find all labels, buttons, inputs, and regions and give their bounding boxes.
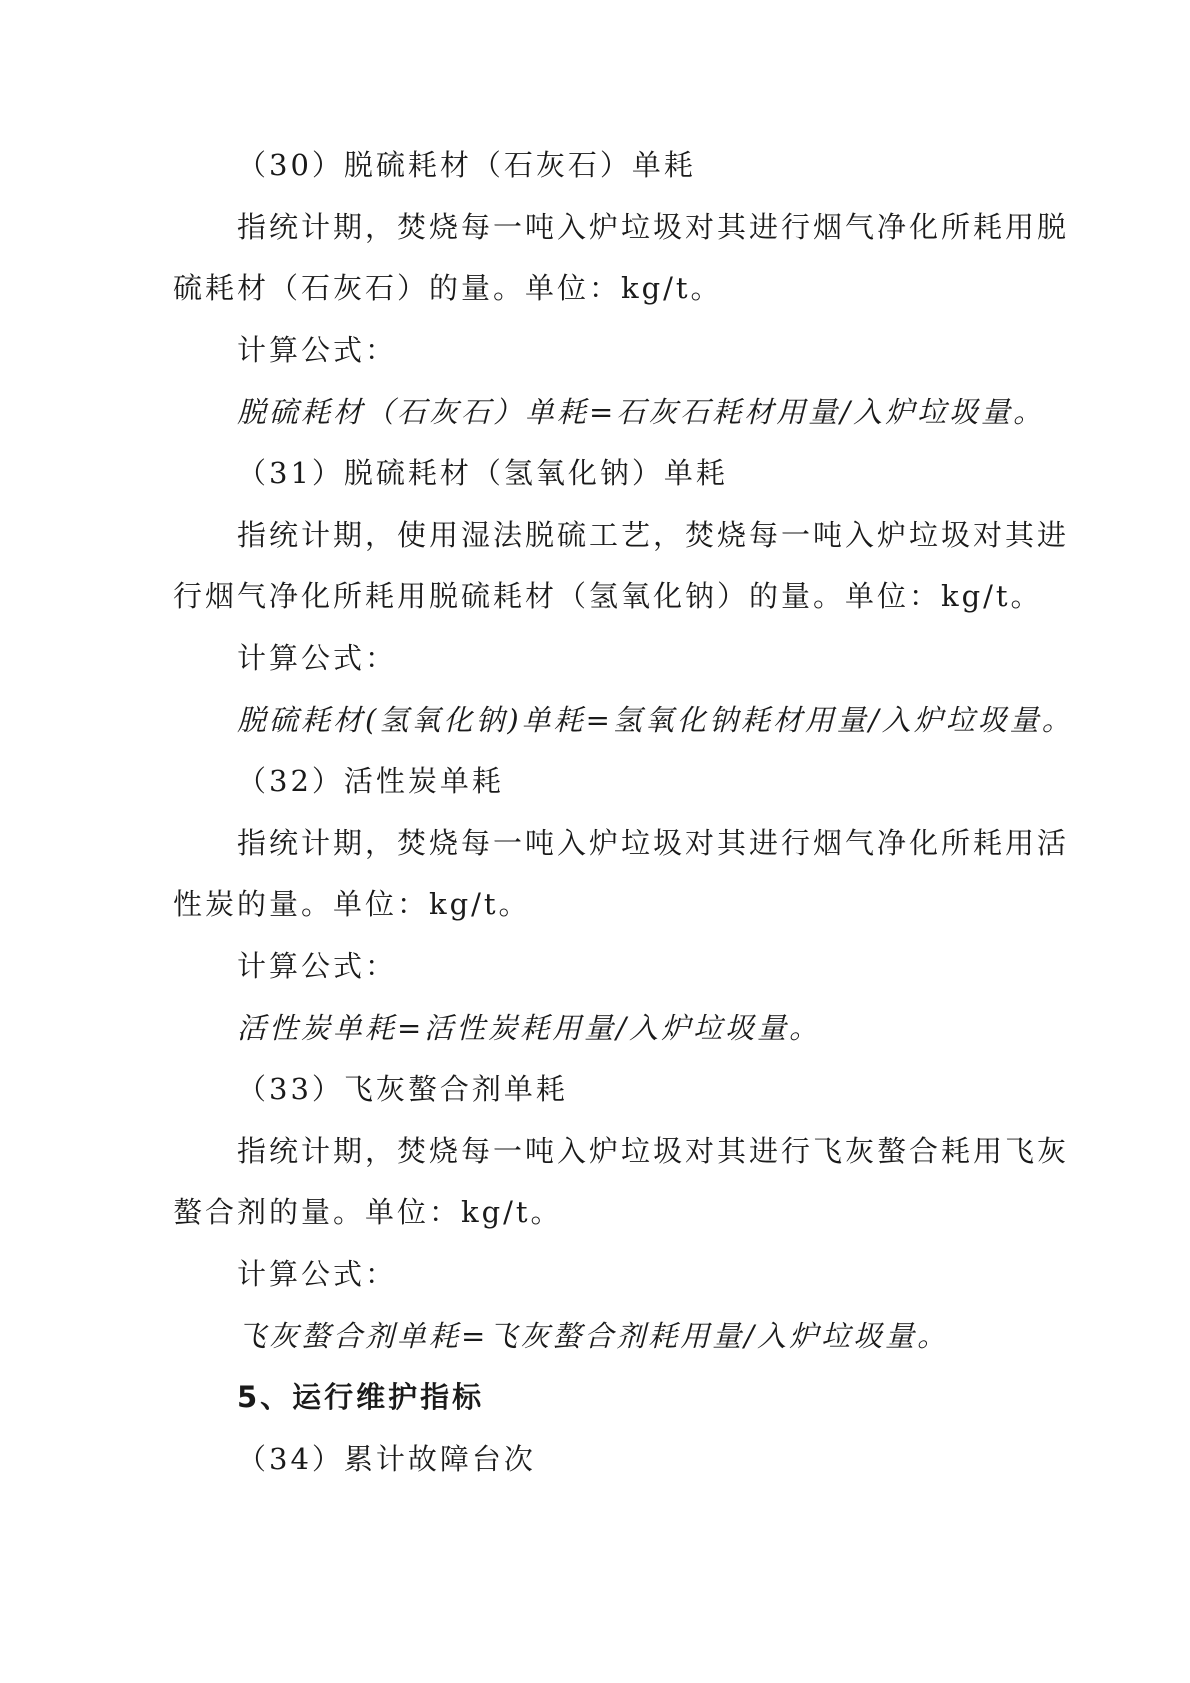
- formula-label-32: 计算公式：: [237, 949, 398, 983]
- definition-33-line-2: 螯合剂的量。单位：kg/t。: [173, 1195, 563, 1229]
- definition-31-line-1: 指统计期，使用湿法脱硫工艺，焚烧每一吨入炉垃圾对其进: [237, 518, 1070, 552]
- formula-label-31: 计算公式：: [237, 641, 398, 675]
- chapter-heading-5: 5、运行维护指标: [237, 1380, 485, 1414]
- section-heading-33: （33）飞灰螯合剂单耗: [237, 1072, 568, 1106]
- definition-30-line-2: 硫耗材（石灰石）的量。单位：kg/t。: [173, 271, 723, 305]
- definition-33-line-1: 指统计期，焚烧每一吨入炉垃圾对其进行飞灰螯合耗用飞灰: [237, 1134, 1070, 1168]
- definition-31-line-2: 行烟气净化所耗用脱硫耗材（氢氧化钠）的量。单位：kg/t。: [173, 579, 1043, 613]
- section-heading-32: （32）活性炭单耗: [237, 764, 504, 798]
- definition-32-line-1: 指统计期，焚烧每一吨入炉垃圾对其进行烟气净化所耗用活: [237, 826, 1070, 860]
- formula-label-33: 计算公式：: [237, 1257, 398, 1291]
- formula-31: 脱硫耗材(氢氧化钠)单耗=氢氧化钠耗材用量/入炉垃圾量。: [237, 703, 1074, 737]
- definition-32-line-2: 性炭的量。单位：kg/t。: [173, 887, 531, 921]
- formula-32: 活性炭单耗=活性炭耗用量/入炉垃圾量。: [237, 1011, 822, 1045]
- section-heading-34: （34）累计故障台次: [237, 1442, 536, 1476]
- section-heading-30: （30）脱硫耗材（石灰石）单耗: [237, 148, 696, 182]
- formula-30: 脱硫耗材（石灰石）单耗=石灰石耗材用量/入炉垃圾量。: [237, 395, 1046, 429]
- formula-33: 飞灰螯合剂单耗=飞灰螯合剂耗用量/入炉垃圾量。: [237, 1319, 950, 1353]
- definition-30-line-1: 指统计期，焚烧每一吨入炉垃圾对其进行烟气净化所耗用脱: [237, 210, 1070, 244]
- formula-label-30: 计算公式：: [237, 333, 398, 367]
- section-heading-31: （31）脱硫耗材（氢氧化钠）单耗: [237, 456, 728, 490]
